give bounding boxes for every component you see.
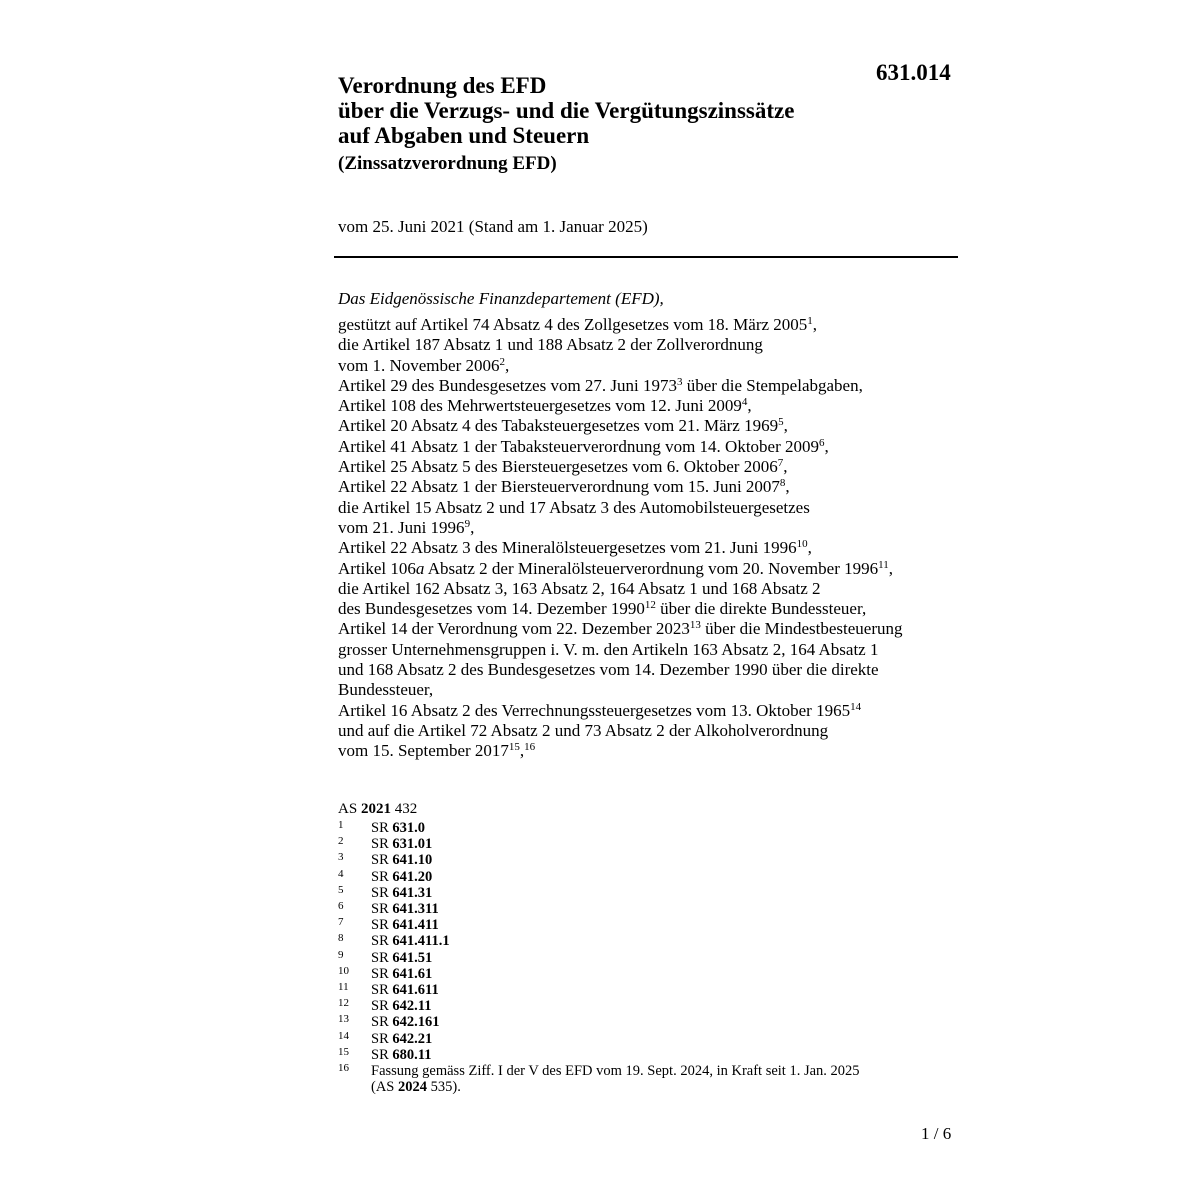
preamble-text: des Bundesgesetzes vom 14. Dezember 1990: [338, 599, 645, 619]
footnote-ref: 13: [689, 619, 701, 632]
footnote-row: [338, 1047, 860, 1063]
preamble-line: [338, 538, 902, 558]
footnote-ref: 15: [508, 741, 520, 754]
footnote-number: 7: [338, 916, 344, 929]
footnote-number: 10: [338, 964, 349, 977]
title-line: Verordnung des EFD: [338, 73, 547, 98]
footnote-prefix: SR: [371, 884, 393, 901]
footnote-row: [338, 982, 860, 998]
footnote-number: 16: [338, 1062, 349, 1075]
preamble-line: [338, 701, 902, 721]
footnote-row: [338, 852, 860, 868]
preamble-line: [338, 660, 902, 680]
footnote-row: [338, 1014, 860, 1030]
footnote-row: [338, 917, 860, 933]
preamble-line: [338, 437, 902, 457]
preamble-text: ,: [783, 416, 788, 436]
footnote-ref: 11: [878, 558, 889, 571]
footnote-text: [371, 917, 439, 933]
footnote-sr-ref: 641.51: [392, 949, 433, 966]
footnote-prefix: SR: [371, 1030, 393, 1047]
footnote-prefix: SR: [371, 901, 393, 918]
preamble-text: die Artikel 162 Absatz 3, 163 Absatz 2, 164 Absatz 1 und 168 Absatz 2: [338, 578, 821, 598]
footnote-row: [338, 1063, 860, 1095]
footnote-prefix: SR: [371, 965, 393, 982]
as-prefix: AS: [338, 801, 361, 817]
footnote-sr-ref: 641.311: [392, 901, 439, 918]
footnote-ref: 16: [524, 741, 536, 754]
preamble-text: ,: [783, 457, 788, 477]
footnote-ref: 5: [778, 416, 784, 429]
footnote-text: [371, 852, 432, 868]
footnote-text: [371, 901, 439, 917]
preamble-text: die Artikel 15 Absatz 2 und 17 Absatz 3 des Automobilsteuergesetzes: [338, 497, 810, 517]
preamble-line: [338, 477, 902, 497]
footnote-sr-ref: 642.21: [392, 1030, 433, 1047]
issuer: Das Eidgenössische Finanzdepartement (EFD),: [338, 289, 664, 308]
footnote-number: 3: [338, 851, 344, 864]
preamble-text: über die direkte Bundessteuer,: [655, 599, 867, 619]
preamble-text: ,: [519, 741, 525, 761]
preamble-line: [338, 376, 902, 396]
as-year: 2021: [360, 801, 391, 817]
footnote-sr-ref: 641.61: [392, 965, 433, 982]
footnote-sr-ref: 641.31: [392, 884, 433, 901]
header-divider: [334, 256, 958, 258]
preamble-text: grosser Unternehmensgruppen i. V. m. den Artikeln 163 Absatz 2, 164 Absatz 1: [338, 639, 879, 659]
footnote-sr-ref: 641.611: [392, 982, 439, 999]
footnote-row: [338, 885, 860, 901]
preamble-text: ,: [470, 517, 475, 537]
preamble-line: [338, 457, 902, 477]
preamble-text: Artikel 41 Absatz 1 der Tabaksteuerverordnung vom 14. Oktober 2009: [338, 436, 819, 456]
footnote-sr-ref: 631.01: [392, 836, 433, 853]
footnote-number: 5: [338, 883, 344, 896]
footnote-text: [371, 885, 432, 901]
preamble-text: ,: [504, 355, 510, 375]
footnote-number: 2: [338, 835, 344, 848]
preamble-line: [338, 518, 902, 538]
preamble-text: vom 15. September 2017: [338, 741, 509, 761]
footnote-ref: 2: [499, 355, 505, 368]
footnote-prefix: SR: [371, 933, 393, 950]
footnote-row: [338, 869, 860, 885]
title-line: über die Verzugs- und die Vergütungszinssätze: [338, 98, 795, 123]
footnote-prefix: SR: [371, 917, 393, 934]
footnote-text: [371, 933, 450, 949]
preamble-line: [338, 680, 902, 700]
footnote-prefix: SR: [371, 852, 393, 869]
footnote-sr-ref: 641.411: [392, 917, 439, 934]
preamble-text: gestützt auf Artikel 74 Absatz 4 des Zollgesetzes vom 18. März 2005: [338, 315, 808, 334]
footnote-row: [338, 950, 860, 966]
preamble-line: [338, 599, 902, 619]
footnote-ref: 4: [741, 396, 748, 409]
footnote-prefix: SR: [371, 836, 393, 853]
preamble-text: über die Mindestbesteuerung: [700, 619, 903, 639]
preamble-text: Artikel 20 Absatz 4 des Tabaksteuergesetzes vom 21. März 1969: [338, 416, 779, 436]
preamble-line: [338, 335, 902, 355]
footnote-text: [371, 1014, 440, 1030]
preamble-text: ,: [824, 436, 829, 456]
footnote-ref: 3: [677, 375, 683, 388]
title-line: auf Abgaben und Steuern: [338, 123, 590, 148]
footnote-sr-ref: 631.0: [392, 820, 425, 836]
preamble-text: Artikel 22 Absatz 3 des Mineralölsteuergesetzes vom 21. Juni 1996: [338, 538, 797, 558]
preamble-text: ,: [785, 477, 790, 497]
preamble-line: [338, 741, 902, 761]
date-line: vom 25. Juni 2021 (Stand am 1. Januar 2025): [338, 217, 648, 236]
footnote-number: 6: [338, 900, 344, 913]
footnote-ref: 12: [644, 599, 656, 612]
preamble-line: [338, 396, 902, 416]
official-collection-ref: [338, 801, 417, 818]
sr-number: 631.014: [876, 60, 951, 85]
footnote-text-line: Fassung gemäss Ziff. I der V des EFD vom 19. Sept. 2024, in Kraft seit 1. Jan. 2025: [371, 1063, 860, 1080]
preamble-text: Bundessteuer,: [338, 680, 434, 700]
footnote-number: 11: [338, 981, 349, 994]
footnote-prefix: SR: [371, 982, 393, 999]
preamble-text: Artikel 16 Absatz 2 des Verrechnungssteuergesetzes vom 13. Oktober 1965: [338, 700, 851, 720]
footnote-row: [338, 836, 860, 852]
footnote-row: [338, 820, 860, 836]
preamble-text: Artikel 22 Absatz 1 der Biersteuerverordnung vom 15. Juni 2007: [338, 477, 780, 497]
preamble: [338, 315, 902, 762]
preamble-text: vom 1. November 2006: [338, 355, 500, 375]
preamble-line: [338, 721, 902, 741]
footnote-text: [371, 820, 425, 836]
footnote-text-part: 535).: [427, 1079, 461, 1096]
footnote-text: [371, 982, 439, 998]
footnotes: [338, 820, 860, 1095]
footnote-number: 8: [338, 932, 344, 945]
footnote-ref: 6: [819, 436, 825, 449]
footnote-sr-ref: 642.11: [392, 998, 432, 1015]
preamble-text: Artikel 14 der Verordnung vom 22. Dezember 2023: [338, 619, 690, 639]
preamble-italic: a: [415, 558, 425, 578]
footnote-number: 12: [338, 997, 349, 1010]
footnote-prefix: SR: [371, 868, 393, 885]
footnote-prefix: SR: [371, 1014, 393, 1031]
footnote-prefix: SR: [371, 820, 393, 836]
footnote-text: [371, 966, 432, 982]
preamble-text: über die Stempelabgaben,: [682, 375, 863, 395]
footnote-number: 9: [338, 948, 344, 961]
footnote-text: [371, 950, 432, 966]
footnote-sr-ref: 641.411.1: [392, 933, 450, 950]
footnote-number: 14: [338, 1029, 349, 1042]
footnote-text: [371, 1063, 860, 1095]
preamble-text: Artikel 25 Absatz 5 des Biersteuergesetzes vom 6. Oktober 2006: [338, 457, 778, 477]
preamble-text: ,: [888, 558, 893, 578]
footnote-number: 1: [338, 819, 344, 831]
preamble-text: die Artikel 187 Absatz 1 und 188 Absatz 2 der Zollverordnung: [338, 335, 763, 355]
footnote-text: [371, 1031, 432, 1047]
footnote-row: [338, 998, 860, 1014]
document-title: [338, 73, 794, 148]
preamble-line: [338, 559, 902, 579]
footnote-ref: 9: [464, 517, 471, 530]
footnote-text-bold: 2024: [398, 1079, 427, 1096]
footnote-sr-ref: 641.10: [392, 852, 433, 869]
footnote-text: [371, 1047, 431, 1063]
preamble-line: [338, 579, 902, 599]
preamble-text: ,: [812, 315, 818, 334]
footnote-ref: 1: [807, 314, 813, 327]
preamble-text: und 168 Absatz 2 des Bundesgesetzes vom 14. Dezember 1990 über die direkte: [338, 660, 879, 680]
footnote-sr-ref: 680.11: [392, 1046, 432, 1063]
footnote-number: 4: [338, 867, 344, 880]
footnote-text-part: (AS: [371, 1079, 398, 1096]
preamble-line: [338, 640, 902, 660]
footnote-sr-ref: 642.161: [392, 1014, 440, 1031]
footnote-prefix: SR: [371, 949, 393, 966]
footnote-row: [338, 966, 860, 982]
footnote-prefix: SR: [371, 1046, 393, 1063]
as-page: 432: [390, 801, 418, 817]
footnote-text: [371, 869, 432, 885]
preamble-line: [338, 619, 902, 639]
preamble-text: und auf die Artikel 72 Absatz 2 und 73 Absatz 2 der Alkoholverordnung: [338, 720, 829, 740]
footnote-ref: 14: [850, 700, 862, 713]
footnote-row: [338, 1031, 860, 1047]
preamble-text: Artikel 106: [338, 558, 416, 578]
page-number: 1 / 6: [921, 1124, 952, 1143]
preamble-text: ,: [807, 538, 812, 558]
preamble-line: [338, 416, 902, 436]
footnote-ref: 10: [796, 538, 808, 551]
footnote-number: 15: [338, 1045, 349, 1058]
footnote-text: [371, 836, 432, 852]
footnote-row: [338, 901, 860, 917]
preamble-text: Absatz 2 der Mineralölsteuerverordnung vom 20. November 1996: [424, 558, 879, 578]
footnote-row: [338, 933, 860, 949]
footnote-ref: 8: [779, 477, 786, 490]
preamble-line: [338, 356, 902, 376]
short-title: (Zinssatzverordnung EFD): [338, 153, 557, 174]
footnote-text-line: [371, 1079, 860, 1095]
preamble-text: Artikel 29 des Bundesgesetzes vom 27. Juni 1973: [338, 375, 678, 395]
preamble-line: [338, 498, 902, 518]
preamble-text: ,: [747, 396, 752, 416]
footnote-number: 13: [338, 1013, 349, 1026]
footnote-sr-ref: 641.20: [392, 868, 433, 885]
footnote-text: [371, 998, 431, 1014]
footnote-ref: 7: [777, 457, 784, 470]
footnote-prefix: SR: [371, 998, 393, 1015]
preamble-text: vom 21. Juni 1996: [338, 517, 465, 537]
preamble-text: Artikel 108 des Mehrwertsteuergesetzes vom 12. Juni 2009: [338, 396, 742, 416]
preamble-line: [338, 315, 902, 335]
